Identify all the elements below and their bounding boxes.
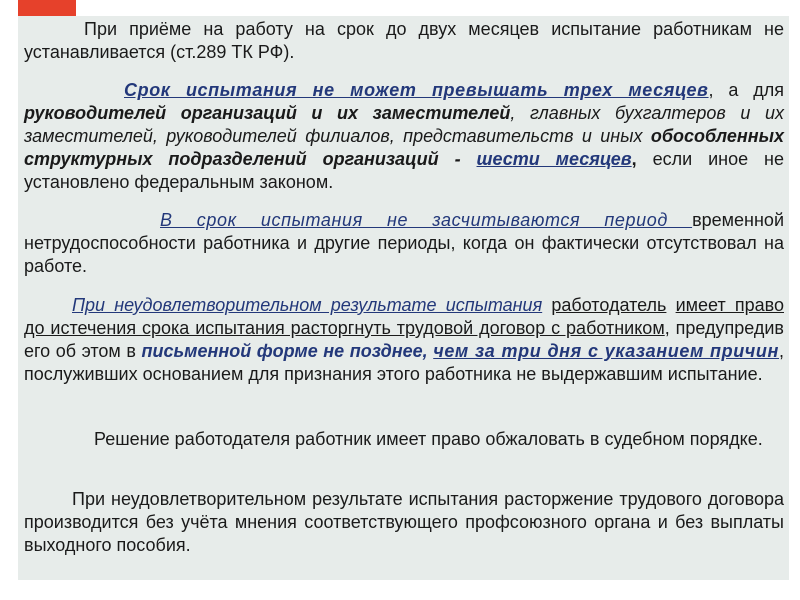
paragraph-2-text-a: , а для <box>708 80 784 100</box>
paragraph-2-comma: , <box>631 149 637 169</box>
termination-right-phrase: имеет право до истечения срока испытания расторгнуть трудовой договор с работником <box>24 295 784 338</box>
paragraph-2-text-c: если иное не установлено федеральным законом. <box>24 149 784 192</box>
paragraph-4-text-a: , предупредив его об этом в <box>24 318 784 361</box>
divisions-phrase: обособленных структурных подразделений организаций - <box>24 126 784 169</box>
paragraph-4-space-b <box>666 295 675 315</box>
managers-phrase: руководителей организаций и их заместителей <box>24 103 511 123</box>
probation-limit-phrase: Срок испытания не может превышать трех месяцев <box>124 80 709 100</box>
paragraph-4 <box>24 294 784 386</box>
paragraph-3-text: временной нетрудоспособности работника и другие периоды, когда он фактически отсутствовал на работе. <box>24 210 784 276</box>
paragraph-6-text: При неудовлетворительном результате испытания расторжение трудового договора производится без учёта мнения соответствующего профсоюзного органа и без выплаты выходного пособия. <box>24 489 784 555</box>
paragraph-5-text: Решение работодателя работник имеет право обжаловать в судебном порядке. <box>94 429 763 449</box>
paragraph-4-space-a <box>542 295 551 315</box>
paragraph-4-text-b: , послуживших основанием для признания этого работника не выдержавшим испытание. <box>24 341 784 384</box>
paragraph-5 <box>24 428 784 451</box>
paragraph-1-text: При приёме на работу на срок до двух месяцев испытание работникам не устанавливается (ст.289 ТК РФ). <box>24 19 784 62</box>
written-form-phrase: письменной форме не позднее, <box>141 341 428 361</box>
three-days-phrase: чем за три дня с указанием причин <box>433 341 779 361</box>
unsatisfactory-result-phrase: При неудовлетворительном результате испытания <box>72 295 543 315</box>
accent-bar <box>18 0 76 16</box>
paragraph-3 <box>24 209 784 278</box>
paragraph-2-text-b: , главных бухгалтеров и их заместителей, руководителей филиалов, представительств и иных <box>24 103 784 146</box>
paragraph-6 <box>24 488 784 557</box>
six-months-phrase: шести месяцев <box>476 149 632 169</box>
excluded-period-phrase: В срок испытания не засчитываются период <box>160 210 693 230</box>
paragraph-2 <box>24 79 784 194</box>
paragraph-1 <box>24 18 784 64</box>
employer-word: работодатель <box>551 295 667 315</box>
